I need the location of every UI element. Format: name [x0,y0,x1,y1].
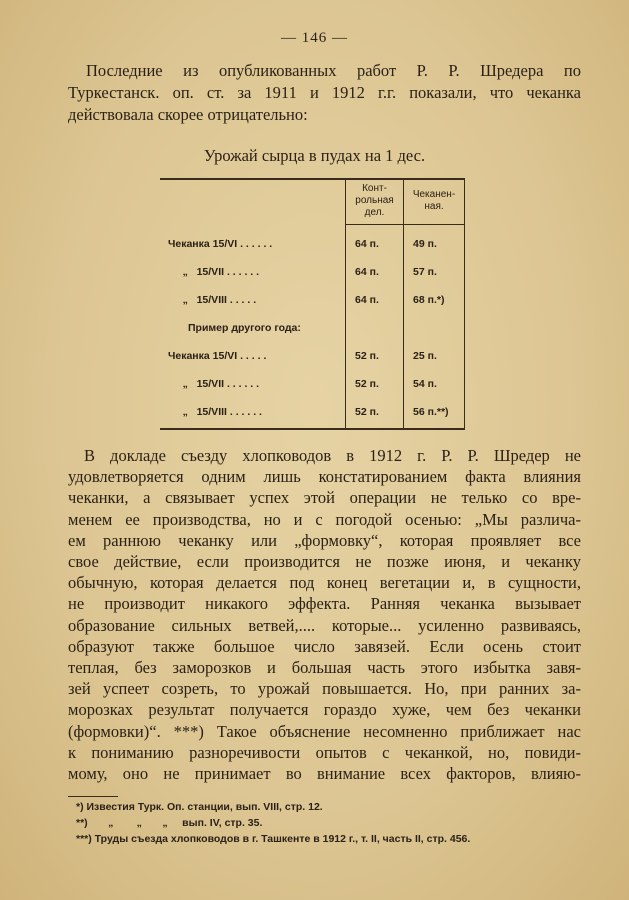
cell-control: 64 п. [355,238,379,250]
col-header-topped [404,189,464,213]
body-line: (формовки)“. ***) Такое объяснение несомненно приближает нас [68,721,581,741]
cell-control: 52 п. [355,406,379,418]
cell-topped: 25 п. [413,350,437,362]
col-header-text: ная. [424,201,444,212]
row-label: Чеканка 15/VI . . . . . [168,350,267,362]
yield-table [160,178,465,430]
cell-topped: 54 п. [413,378,437,390]
row-label: Чеканка 15/VI . . . . . . [168,238,273,250]
table-title: Урожай сырца в пудах на 1 дес. [203,146,426,165]
body-line: к пониманию разноречивости опытов с чеканкой, но, повиди- [68,742,581,762]
body-line: ем раннюю чеканку или „формовку“, которая проявляет все [68,530,581,550]
footnote: **) „ „ „ вып. IV, стр. 35. [76,817,263,829]
footnotes [76,799,576,847]
row-label: „ 15/VIII . . . . . . [168,406,262,418]
table-row [160,266,465,286]
table-header-rule [345,224,465,225]
intro-line: действовала скорее отрицательно: [68,105,308,124]
body-line: зей успеет созреть, то урожай повышается. Но, при ранних за- [68,679,581,699]
row-label: „ 15/VII . . . . . . [168,266,260,278]
table-row [160,406,465,426]
page-number: — 146 — [281,30,348,46]
body-line: образуют также большое число завязей. Если осень стоит [68,636,581,656]
row-label: „ 15/VII . . . . . . [168,378,260,390]
row-label: „ 15/VIII . . . . . [168,294,257,306]
footnote: ***) Труды съезда хлопководов в г. Ташкенте в 1912 г., т. II, часть II, стр. 456. [76,833,471,845]
cell-topped: 68 п.*) [413,294,445,306]
cell-control: 64 п. [355,294,379,306]
cell-topped: 49 п. [413,238,437,250]
col-header-text: Конт- [362,183,387,194]
table-row [160,378,465,398]
table-row [160,238,465,258]
body-line: удовлетворяется одним лишь констатированием факта влияния [68,467,581,487]
cell-topped: 57 п. [413,266,437,278]
row-label: Пример другого года: [188,322,301,334]
body-line: чеканки, а связывает успех этой операции не телько со вре- [68,488,581,508]
body-line: мому, оно не принимает во внимание всех факторов, влияю- [68,764,581,784]
table-row [160,294,465,314]
cell-control: 64 п. [355,266,379,278]
col-header-control [346,183,403,219]
intro-paragraph [68,60,581,126]
cell-topped: 56 п.**) [413,406,449,418]
body-line: образование сильных ветвей,.... которые... усиленно развиваясь, [68,615,581,635]
col-header-text: Чеканен- [412,189,456,200]
cell-control: 52 п. [355,350,379,362]
table-note-row [160,322,465,342]
col-header-text: рольная [355,195,394,206]
body-line: менем ее производства, но и с погодой осенью: „Мы различа- [68,509,581,529]
body-paragraph [68,445,581,784]
body-line: не производит никакого эффекта. Ранняя чеканка вызывает [68,594,581,614]
body-line: морозках результат получается гораздо хуже, чем без чеканки [68,700,581,720]
table-row [160,350,465,370]
intro-line: Туркестанск. оп. ст. за 1911 и 1912 г.г. показали, что чеканка [68,83,581,102]
body-line: В докладе съезду хлопководов в 1912 г. Р. Р. Шредер не [84,446,581,465]
footnote: *) Известия Турк. Оп. станции, вып. VIII, стр. 12. [76,801,323,813]
intro-line: Последние из опубликованных работ Р. Р. Шредера по [86,61,581,80]
body-line: свое действие, если производится не позже июня, и чеканку [68,552,581,572]
cell-control: 52 п. [355,378,379,390]
body-line: обычную, которая делается под конец вегетации и, в сущности, [68,573,581,593]
body-line: теплая, без заморозков и большая часть этого избытка завя- [68,658,581,678]
col-header-text: дел. [364,207,385,218]
footnote-rule [68,796,118,797]
